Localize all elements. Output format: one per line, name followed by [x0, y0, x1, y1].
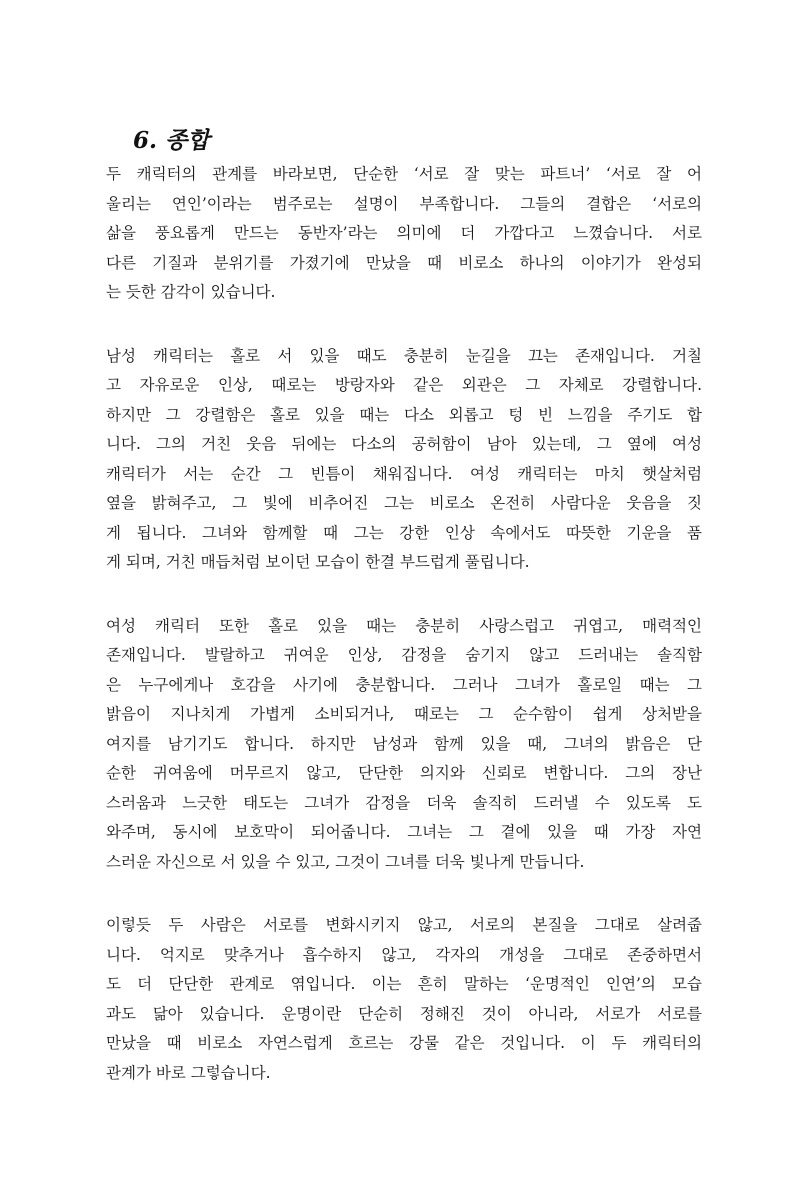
text-line: 남성 캐릭터는 홀로 서 있을 때도 충분히 눈길을 끄는 존재입니다. 거칠 [106, 346, 702, 365]
text-line: 순한 귀여움에 머무르지 않고, 단단한 의지와 신뢰로 변합니다. 그의 장난 [106, 764, 702, 782]
text-line: 과도 닮아 있습니다. 운명이란 단순히 정해진 것이 아니라, 서로가 서로를 [106, 1004, 702, 1023]
text-line: 관계가 바로 그렇습니다. [106, 1063, 271, 1082]
text-line: 캐릭터가 서는 순간 그 빈틈이 채워집니다. 여성 캐릭터는 마치 햇살처럼 [106, 464, 702, 483]
text-line: 존재입니다. 발랄하고 귀여운 인상, 감정을 숨기지 않고 드러내는 솔직함 [106, 646, 702, 664]
text-line: 니다. 그의 거친 웃음 뒤에는 다소의 공허함이 남아 있는데, 그 옆에 여성 [106, 435, 702, 453]
text-line: 니다. 억지로 맞추거나 흡수하지 않고, 각자의 개성을 그대로 존중하면서 [106, 945, 702, 964]
body-text [106, 160, 702, 1122]
text-line: 은 누구에게나 호감을 사기에 충분합니다. 그러나 그녀가 홀로일 때는 그 [106, 675, 702, 694]
text-line: 두 캐릭터의 관계를 바라보면, 단순한 ‘서로 잘 맞는 파트너’ ‘서로 잘 어 [106, 165, 702, 183]
text-line: 도 더 단단한 관계로 엮입니다. 이는 흔히 말하는 ‘운명적인 인연’의 모습 [106, 975, 702, 993]
paragraph-4 [106, 911, 702, 1088]
paragraph-1 [106, 160, 702, 308]
text-line: 밝음이 지나치게 가볍게 소비되거나, 때로는 그 순수함이 쉽게 상처받을 [106, 705, 702, 723]
section-title: 6. 종합 [133, 127, 210, 154]
text-line: 하지만 그 강렬함은 홀로 있을 때는 다소 외롭고 텅 빈 느낌을 주기도 합 [106, 405, 702, 424]
text-line: 게 되며, 거친 매듭처럼 보이던 모습이 한결 부드럽게 풀립니다. [106, 553, 530, 571]
paragraph-2 [106, 342, 702, 578]
text-line: 여지를 남기기도 합니다. 하지만 남성과 함께 있을 때, 그녀의 밝음은 단 [106, 734, 702, 753]
text-line: 게 됩니다. 그녀와 함께할 때 그는 강한 인상 속에서도 따뜻한 기운을 품 [106, 523, 702, 542]
text-line: 삶을 풍요롭게 만드는 동반자’라는 의미에 더 가깝다고 느꼈습니다. 서로 [106, 224, 702, 242]
text-line: 스러운 자신으로 서 있을 수 있고, 그것이 그녀를 더욱 빛나게 만듭니다. [106, 852, 585, 871]
text-line: 고 자유로운 인상, 때로는 방랑자와 같은 외관은 그 자체로 강렬합니다. [106, 376, 702, 394]
paragraph-3 [106, 612, 702, 878]
text-line: 와주며, 동시에 보호막이 되어줍니다. 그녀는 그 곁에 있을 때 가장 자연 [106, 823, 702, 841]
text-line: 만났을 때 비로소 자연스럽게 흐르는 강물 같은 것입니다. 이 두 캐릭터의 [106, 1034, 702, 1052]
text-line: 스러움과 느긋한 태도는 그녀가 감정을 더욱 솔직히 드러낼 수 있도록 도 [106, 793, 702, 812]
text-line: 울리는 연인’이라는 범주로는 설명이 부족합니다. 그들의 결합은 ‘서로의 [106, 194, 702, 213]
text-line: 이렇듯 두 사람은 서로를 변화시키지 않고, 서로의 본질을 그대로 살려줍 [106, 916, 702, 934]
text-line: 는 듯한 감각이 있습니다. [106, 283, 276, 301]
text-line: 옆을 밝혀주고, 그 빛에 비추어진 그는 비로소 온전히 사람다운 웃음을 짓 [106, 494, 702, 512]
text-line: 여성 캐릭터 또한 홀로 있을 때는 충분히 사랑스럽고 귀엽고, 매력적인 [106, 616, 702, 635]
text-line: 다른 기질과 분위기를 가졌기에 만났을 때 비로소 하나의 이야기가 완성되 [106, 253, 702, 272]
